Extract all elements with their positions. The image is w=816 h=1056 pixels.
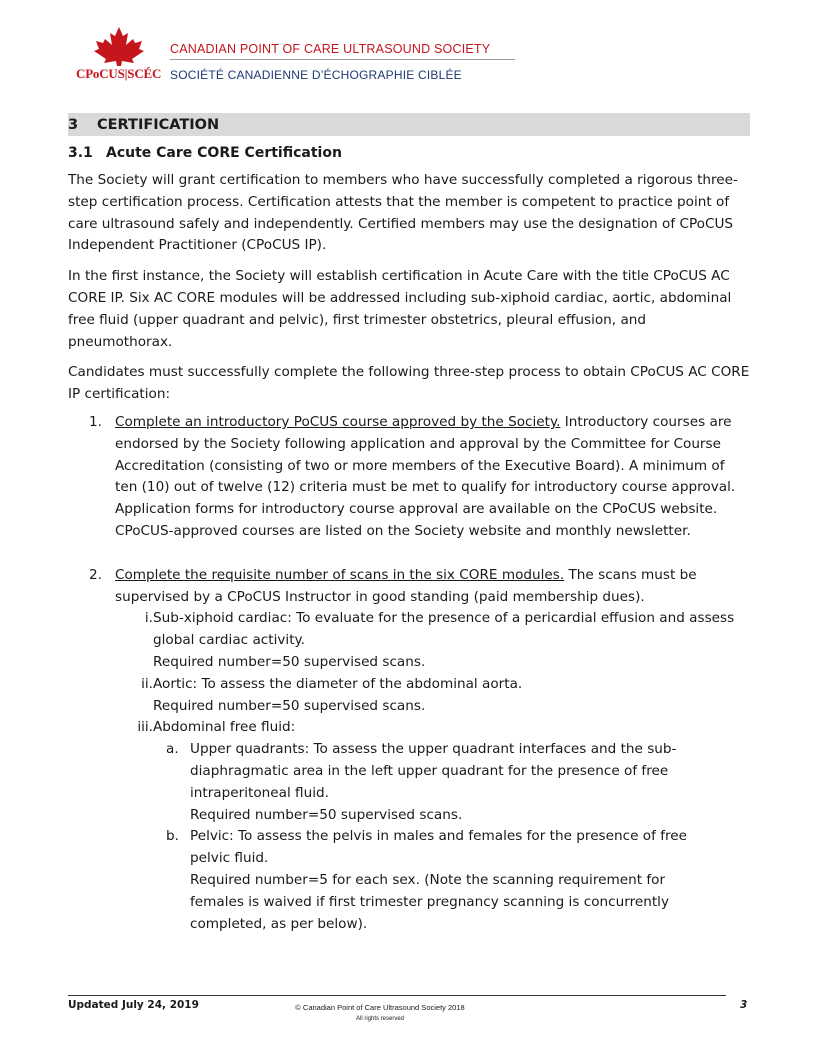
submodule-text: Pelvic: To assess the pelvis in males and females for the presence of free pelvic fluid. <box>190 828 688 867</box>
step-item <box>68 565 750 609</box>
step-marker: 1. <box>89 413 102 430</box>
org-name-english: CANADIAN POINT OF CARE ULTRASOUND SOCIETY <box>170 42 491 56</box>
submodule-item <box>68 826 750 935</box>
module-marker: iii. <box>137 719 153 736</box>
step-item <box>68 412 750 543</box>
step-text: Introductory courses are endorsed by the Society following application and approval by the Committee for Course Accreditation (consisting of two or more members of the Executive Board). A minimum of ten (10) out of twelve (12) criteria must be met to qualify for introductory course approval. Application forms for introductory course approval are available on the CPoCUS website. CPoCUS-approved courses are listed on the Society website and monthly newsletter. <box>115 413 736 539</box>
subsection-title: Acute Care CORE Certification <box>106 145 342 161</box>
step-heading: Complete an introductory PoCUS course approved by the Society. <box>115 413 561 430</box>
paragraph: In the first instance, the Society will establish certification in Acute Care with the title CPoCUS AC CORE IP. Six AC CORE modules will be addressed including sub-xiphoid cardiac, aortic, abdominal free fluid (upper quadrant and pelvic), first trimester obstetrics, pleural effusion, and pneumothorax. <box>68 268 732 350</box>
module-body <box>153 717 750 739</box>
submodule-marker: a. <box>166 741 179 758</box>
module-body <box>153 674 750 718</box>
submodule-item <box>68 739 750 826</box>
paragraph: Candidates must successfully complete the following three-step process to obtain CPoCUS AC CORE IP certification: <box>68 364 750 403</box>
module-item <box>68 674 750 718</box>
step-text: The scans must be supervised by a CPoCUS Instructor in good standing (paid membership dues). <box>115 566 697 605</box>
section-number: 3 <box>68 116 79 133</box>
submodule-marker: b. <box>166 828 179 845</box>
page-number: 3 <box>740 999 748 1011</box>
module-requirement: Required number=50 supervised scans. <box>153 697 426 714</box>
page-header <box>72 26 518 86</box>
module-text: Sub-xiphoid cardiac: To evaluate for the presence of a pericardial effusion and assess global cardiac activity. <box>153 610 735 649</box>
header-divider <box>170 59 515 60</box>
submodule-text: Upper quadrants: To assess the upper quadrant interfaces and the sub-diaphragmatic area in the left upper quadrant for the presence of free intraperitoneal fluid. <box>190 741 677 801</box>
logo-wordmark: CPoCUS|SCÉC <box>76 66 162 81</box>
submodule-requirement: Required number=5 for each sex. (Note the scanning requirement for females is waived if first trimester pregnancy scanning is concurrently completed, as per below). <box>190 871 670 932</box>
step-heading: Complete the requisite number of scans in the six CORE modules. <box>115 566 565 583</box>
document-body <box>68 113 750 935</box>
footer-divider <box>68 995 726 996</box>
footer-copyright: © Canadian Point of Care Ultrasound Society 2018 <box>295 1003 465 1012</box>
module-text: Abdominal free fluid: <box>153 719 296 736</box>
submodule-body <box>190 826 720 935</box>
module-marker: i. <box>144 610 153 627</box>
subsection-heading <box>68 145 750 161</box>
footer-updated-date: Updated July 24, 2019 <box>68 999 199 1011</box>
module-text: Aortic: To assess the diameter of the abdominal aorta. <box>153 675 523 692</box>
step-body <box>115 565 750 609</box>
paragraph: The Society will grant certification to members who have successfully completed a rigorous three-step certification process. Certification attests that the member is competent to practice point of care ultrasound safely and independently. Certified members may use the designation of CPoCUS Independent Practitioner (CPoCUS IP). <box>68 172 738 254</box>
step-body <box>115 412 750 543</box>
org-name-french: SOCIÉTÉ CANADIENNE D’ÉCHOGRAPHIE CIBLÉE <box>170 68 462 82</box>
module-marker: ii. <box>141 675 153 692</box>
step-marker: 2. <box>89 566 102 583</box>
module-item <box>68 608 750 673</box>
footer-rights: All rights reserved <box>355 1016 405 1022</box>
submodule-requirement: Required number=50 supervised scans. <box>190 806 463 823</box>
module-item <box>68 717 750 739</box>
section-title: CERTIFICATION <box>97 116 220 133</box>
spacer <box>68 543 750 565</box>
subsection-number: 3.1 <box>68 145 93 161</box>
module-requirement: Required number=50 supervised scans. <box>153 653 426 670</box>
submodule-body <box>190 739 720 826</box>
section-heading <box>68 113 750 136</box>
module-body <box>153 608 750 673</box>
